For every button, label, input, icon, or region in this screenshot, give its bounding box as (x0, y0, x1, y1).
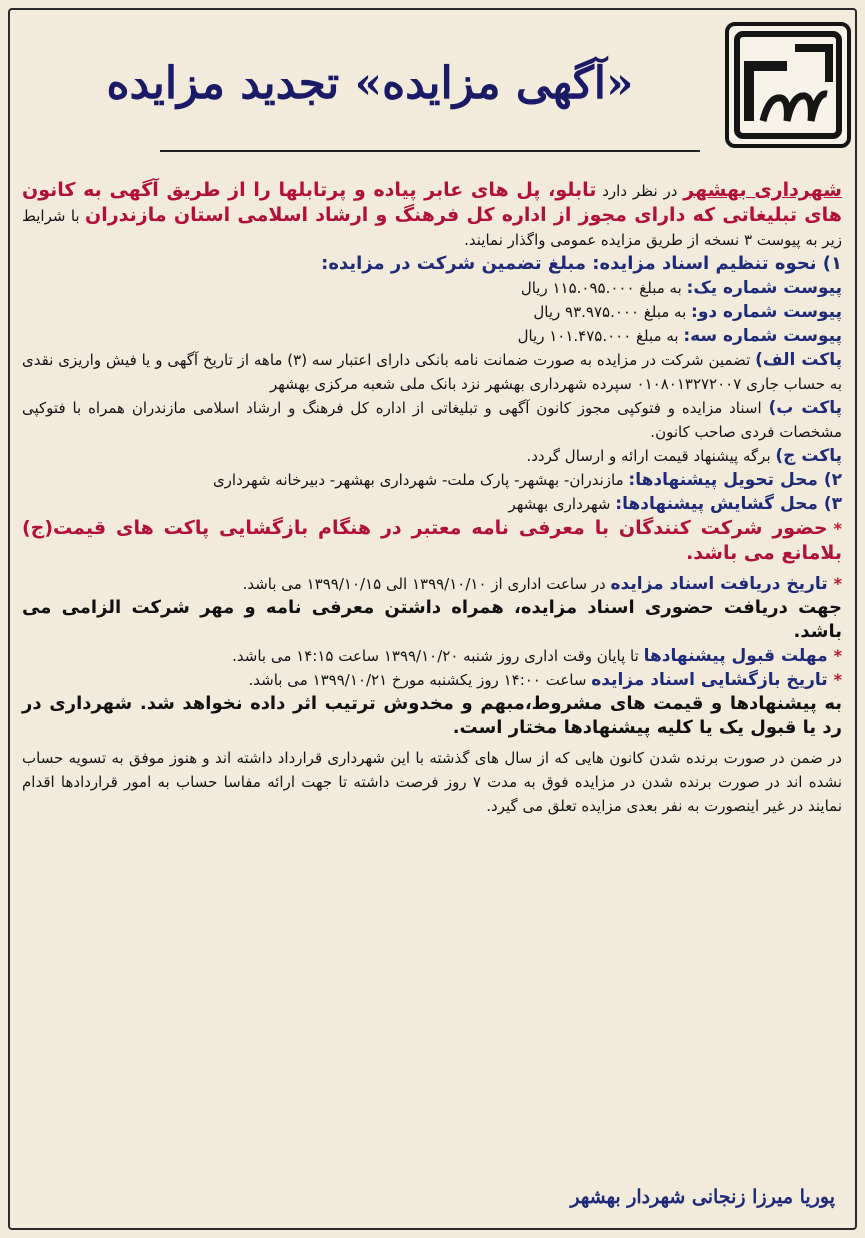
packet-b: پاکت ب) اسناد مزایده و فتوکپی مجوز کانون آگهی و تبلیغاتی از اداره کل فرهنگ و ارشاد اسلامی مازندران همراه با فتوکپی مشخصات فردی صاحب کانون. (22, 398, 843, 441)
footnote-paragraph: در ضمن در صورت برنده شدن کانون هایی که از سال های گذشته با این شهرداری قرارداد داشته اند و هنوز موفق به تسویه حساب نشده اند در صورت برنده شدن در مزایده فوق به مدت ۷ روز فرصت داشته تا جهت ارائه مفاسا حساب به امور قراردادها اقدام نمایند در غیر اینصورت به نفر بعدی مزایده تعلق می گیرد. (22, 749, 843, 815)
intro-paragraph: شهرداری بهشهر در نظر دارد تابلو، پل های عابر پیاده و پرتابلها را از طریق آگهی به کانون های تبلیغاتی که دارای مجوز از اداره کل فرهنگ و ارشاد اسلامی استان مازندران با شرایط زیر به پیوست ۳ نسخه از طریق مزایده عمومی واگذار نمایند. (22, 179, 842, 249)
packet-a: پاکت الف) تضمین شرکت در مزایده به صورت ضمانت نامه بانکی دارای اعتبار سه (۳) ماهه از تاریخ آگهی و یا فیش واریزی نقدی به حساب جاری ۰۱۰۸۰۱۳۲۷۲۰۰۷ سپرده شهرداری بهشهر نزد بانک ملی شعبه مرکزی بهشهر (22, 350, 843, 393)
asterisk-icon: * (833, 670, 842, 689)
title-divider (160, 150, 700, 152)
page-title: «آگهی مزایده» تجدید مزایده (106, 58, 634, 109)
presence-note: *حضور شرکت کنندگان با معرفی نامه معتبر در هنگام بازگشایی پاکت های قیمت(ج) بلامانع می باشد. (22, 517, 842, 564)
opening-date: *تاریخ بازگشایی اسناد مزایده ساعت ۱۴:۰۰ روز یکشنبه مورخ ۱۳۹۹/۱۰/۲۱ می باشد. (248, 670, 842, 690)
asterisk-icon: * (833, 646, 842, 665)
municipality-emblem-icon (729, 26, 847, 144)
packet-c: پاکت ج) برگه پیشنهاد قیمت ارائه و ارسال گردد. (526, 446, 842, 466)
opening-location: ۳) محل گشایش پیشنهادها: شهرداری بهشهر (508, 494, 842, 514)
section-1-heading: ۱) نحوه تنظیم اسناد مزایده: مبلغ تضمین شرکت در مزایده: (321, 253, 842, 274)
auction-subject: تابلو، پل های عابر پیاده و پرتابلها را از طریق آگهی به کانون های تبلیغاتی که دارای مجوز از اداره کل فرهنگ و ارشاد اسلامی استان مازندران (22, 179, 842, 226)
mayor-signature: پوریا میرزا زنجانی شهردار بهشهر (570, 1186, 835, 1208)
conditions-paragraph: به پیشنهادها و قیمت های مشروط،مبهم و مخدوش ترتیب اثر داده نخواهد شد. شهرداری در رد یا قبول یک یا کلیه پیشنهادها مختار است. (22, 693, 842, 738)
asterisk-icon: * (833, 574, 842, 593)
document-receipt-date: *تاریخ دریافت اسناد مزایده در ساعت اداری از ۱۳۹۹/۱۰/۱۰ الی ۱۳۹۹/۱۰/۱۵ می باشد. (242, 574, 842, 594)
organization-name: شهرداری بهشهر (683, 179, 842, 201)
attachment-2: پیوست شماره دو: به مبلغ ۹۳.۹۷۵.۰۰۰ ریال (533, 302, 842, 322)
asterisk-icon: * (833, 519, 842, 538)
attachment-3: پیوست شماره سه: به مبلغ ۱۰۱.۴۷۵.۰۰۰ ریال (517, 326, 842, 346)
notice-body (22, 178, 842, 818)
in-person-note: جهت دریافت حضوری اسناد مزایده، همراه داشتن معرفی نامه و مهر شرکت الزامی می باشد. (22, 597, 842, 642)
proposal-deadline: *مهلت قبول پیشنهادها تا پایان وقت اداری روز شنبه ۱۳۹۹/۱۰/۲۰ ساعت ۱۴:۱۵ می باشد. (232, 646, 842, 666)
attachment-1: پیوست شماره یک: به مبلغ ۱۱۵.۰۹۵.۰۰۰ ریال (520, 278, 842, 298)
delivery-location: ۲) محل تحویل پیشنهادها: مازندران- بهشهر- پارک ملت- شهرداری بهشهر- دبیرخانه شهرداری (212, 470, 842, 490)
municipality-logo (725, 22, 851, 148)
